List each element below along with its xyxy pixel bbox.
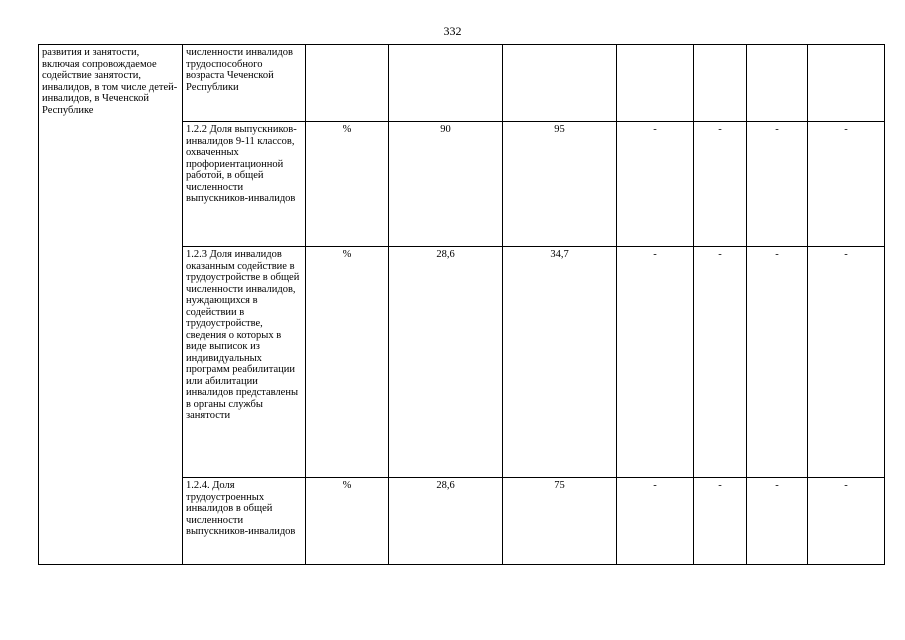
value-cell: - [617,478,694,565]
value-cell: - [694,247,747,478]
value-cell [747,45,808,122]
goal-cell: развития и занятости, включая сопровождаемое содействие занятости, инвалидов, в том числе детей-инвалидов, в Чеченской Республике [39,45,183,565]
value-cell: - [694,478,747,565]
value-cell: - [694,122,747,247]
value-cell [389,45,503,122]
indicator-cell: 1.2.3 Доля инвалидов оказанным содействие в трудоустройстве в общей численности инвалидов, нуждающихся в содействии в трудоустройстве, сведения о которых в виде выписок из индивидуальных программ реабилитации или абилитации инвалидов представлены в органы службы занятости [183,247,306,478]
value-cell: 28,6 [389,247,503,478]
unit-cell: % [306,478,389,565]
value-cell: - [808,247,885,478]
value-cell: - [747,247,808,478]
value-cell [503,45,617,122]
value-cell [694,45,747,122]
value-cell: - [747,122,808,247]
indicators-table [38,44,885,565]
value-cell: 34,7 [503,247,617,478]
value-cell [617,45,694,122]
table-row [39,45,885,122]
value-cell: - [808,478,885,565]
value-cell: 95 [503,122,617,247]
unit-cell: % [306,122,389,247]
value-cell: - [617,122,694,247]
unit-cell: % [306,247,389,478]
indicator-cell: 1.2.2 Доля выпускников-инвалидов 9-11 классов, охваченных профориентационной работой, в общей численности выпускников-инвалидов [183,122,306,247]
indicator-cell: 1.2.4. Доля трудоустроенных инвалидов в общей численности выпускников-инвалидов [183,478,306,565]
value-cell: - [747,478,808,565]
unit-cell [306,45,389,122]
value-cell: - [617,247,694,478]
value-cell [808,45,885,122]
indicator-cell: численности инвалидов трудоспособного возраста Чеченской Республики [183,45,306,122]
value-cell: - [808,122,885,247]
value-cell: 75 [503,478,617,565]
value-cell: 90 [389,122,503,247]
value-cell: 28,6 [389,478,503,565]
page-number: 332 [443,24,462,38]
